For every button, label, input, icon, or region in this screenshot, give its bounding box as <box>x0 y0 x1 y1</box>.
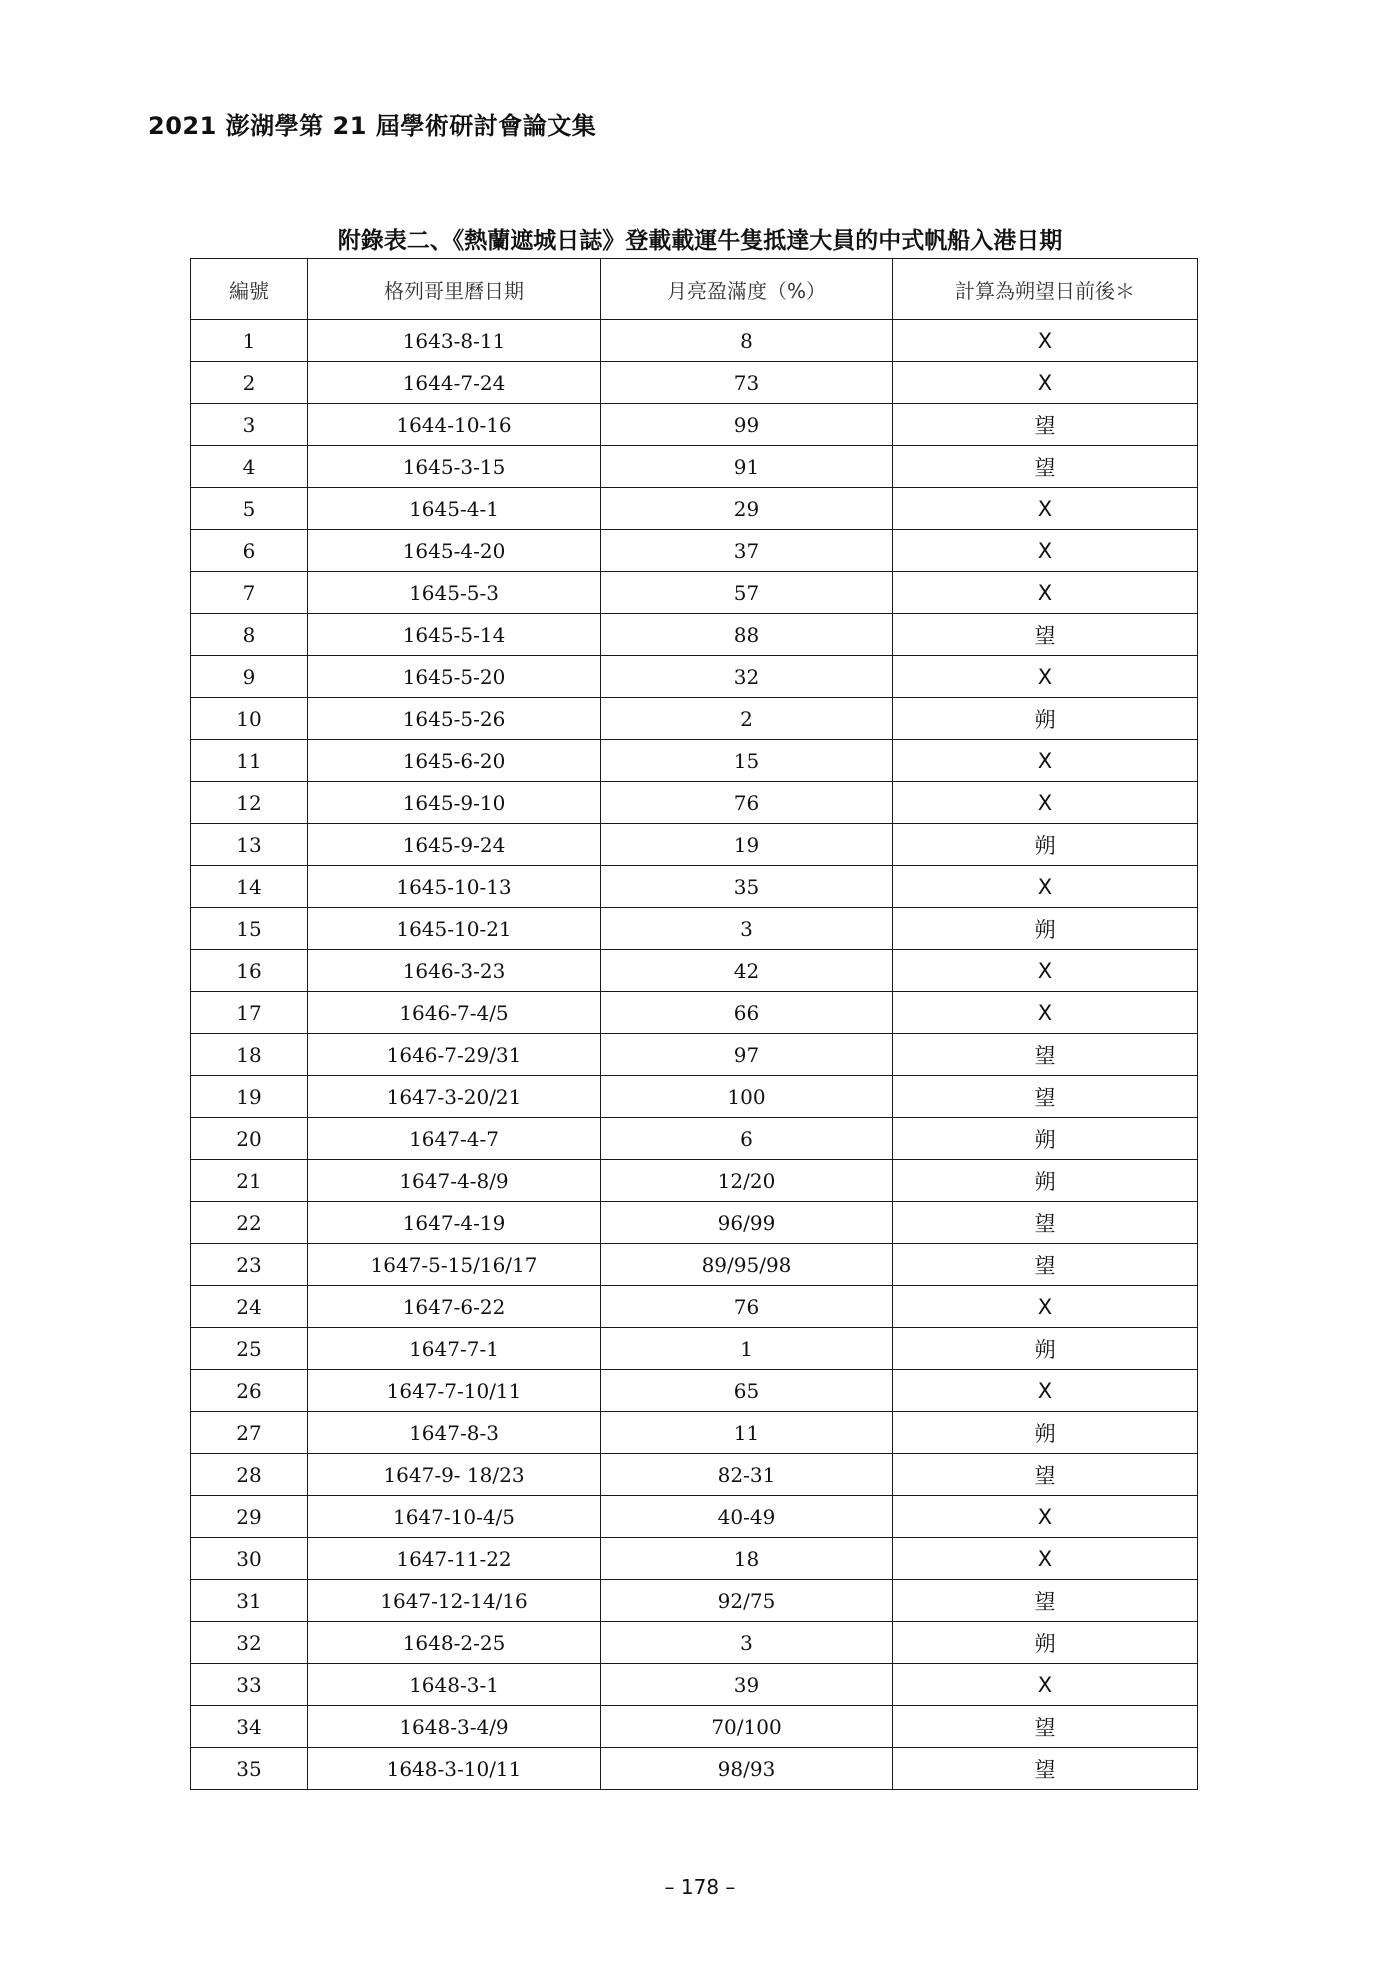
table-row <box>191 1076 1198 1118</box>
cell-syzygy: 朔 <box>893 824 1198 866</box>
cell-moon-fullness: 3 <box>601 908 893 950</box>
cell-number: 20 <box>191 1118 308 1160</box>
cell-number: 11 <box>191 740 308 782</box>
table-row <box>191 1538 1198 1580</box>
cell-number: 3 <box>191 404 308 446</box>
cell-syzygy: 朔 <box>893 1328 1198 1370</box>
cell-syzygy: 望 <box>893 1580 1198 1622</box>
cell-syzygy: X <box>893 782 1198 824</box>
cell-moon-fullness: 35 <box>601 866 893 908</box>
table-caption: 附錄表二、《熱蘭遮城日誌》登載載運牛隻抵達大員的中式帆船入港日期 <box>337 228 1063 254</box>
cell-number: 1 <box>191 320 308 362</box>
cell-number: 2 <box>191 362 308 404</box>
cell-number: 27 <box>191 1412 308 1454</box>
cell-number: 30 <box>191 1538 308 1580</box>
cell-moon-fullness: 11 <box>601 1412 893 1454</box>
cell-number: 29 <box>191 1496 308 1538</box>
cell-number: 4 <box>191 446 308 488</box>
cell-moon-fullness: 98/93 <box>601 1748 893 1790</box>
table-row <box>191 950 1198 992</box>
cell-syzygy: 望 <box>893 1748 1198 1790</box>
table-row <box>191 908 1198 950</box>
cell-moon-fullness: 40-49 <box>601 1496 893 1538</box>
cell-date: 1645-6-20 <box>308 740 601 782</box>
cell-date: 1645-5-20 <box>308 656 601 698</box>
cell-number: 32 <box>191 1622 308 1664</box>
cell-number: 19 <box>191 1076 308 1118</box>
table-row <box>191 572 1198 614</box>
cell-moon-fullness: 6 <box>601 1118 893 1160</box>
cell-syzygy: X <box>893 572 1198 614</box>
cell-number: 34 <box>191 1706 308 1748</box>
cell-number: 21 <box>191 1160 308 1202</box>
cell-date: 1645-3-15 <box>308 446 601 488</box>
cell-date: 1647-4-7 <box>308 1118 601 1160</box>
table-row <box>191 1370 1198 1412</box>
cell-moon-fullness: 82-31 <box>601 1454 893 1496</box>
cell-moon-fullness: 37 <box>601 530 893 572</box>
cell-syzygy: X <box>893 866 1198 908</box>
cell-moon-fullness: 65 <box>601 1370 893 1412</box>
cell-number: 33 <box>191 1664 308 1706</box>
cell-syzygy: X <box>893 950 1198 992</box>
cell-date: 1648-3-4/9 <box>308 1706 601 1748</box>
cell-number: 12 <box>191 782 308 824</box>
cell-moon-fullness: 70/100 <box>601 1706 893 1748</box>
cell-syzygy: X <box>893 1664 1198 1706</box>
table-row <box>191 782 1198 824</box>
cell-syzygy: X <box>893 1286 1198 1328</box>
cell-moon-fullness: 91 <box>601 446 893 488</box>
table-row <box>191 614 1198 656</box>
table-row <box>191 740 1198 782</box>
table-row <box>191 1706 1198 1748</box>
cell-moon-fullness: 76 <box>601 782 893 824</box>
cell-date: 1647-5-15/16/17 <box>308 1244 601 1286</box>
cell-number: 28 <box>191 1454 308 1496</box>
cell-date: 1647-12-14/16 <box>308 1580 601 1622</box>
table-row <box>191 446 1198 488</box>
cell-syzygy: X <box>893 1538 1198 1580</box>
cell-syzygy: 望 <box>893 446 1198 488</box>
cell-number: 5 <box>191 488 308 530</box>
cell-syzygy: 朔 <box>893 908 1198 950</box>
cell-moon-fullness: 76 <box>601 1286 893 1328</box>
table-row <box>191 1412 1198 1454</box>
cell-syzygy: 朔 <box>893 1412 1198 1454</box>
cell-date: 1645-9-24 <box>308 824 601 866</box>
cell-date: 1645-5-26 <box>308 698 601 740</box>
cell-date: 1645-10-13 <box>308 866 601 908</box>
cell-number: 26 <box>191 1370 308 1412</box>
table-row <box>191 698 1198 740</box>
cell-syzygy: 望 <box>893 614 1198 656</box>
cell-number: 25 <box>191 1328 308 1370</box>
cell-moon-fullness: 73 <box>601 362 893 404</box>
cell-moon-fullness: 92/75 <box>601 1580 893 1622</box>
table-row <box>191 824 1198 866</box>
table-row <box>191 1580 1198 1622</box>
cell-date: 1647-4-19 <box>308 1202 601 1244</box>
cell-syzygy: 望 <box>893 1034 1198 1076</box>
cell-date: 1645-9-10 <box>308 782 601 824</box>
table-row <box>191 1118 1198 1160</box>
table-row <box>191 1244 1198 1286</box>
cell-date: 1646-7-4/5 <box>308 992 601 1034</box>
page-number: – 178 – <box>664 1875 736 1899</box>
cell-syzygy: 望 <box>893 1706 1198 1748</box>
cell-date: 1644-7-24 <box>308 362 601 404</box>
cell-date: 1645-4-1 <box>308 488 601 530</box>
cell-date: 1647-4-8/9 <box>308 1160 601 1202</box>
cell-number: 13 <box>191 824 308 866</box>
cell-moon-fullness: 8 <box>601 320 893 362</box>
column-header-gregorian-date: 格列哥里曆日期 <box>308 259 601 320</box>
cell-date: 1647-7-1 <box>308 1328 601 1370</box>
table-row <box>191 1454 1198 1496</box>
cell-syzygy: X <box>893 656 1198 698</box>
cell-syzygy: 朔 <box>893 1622 1198 1664</box>
cell-number: 14 <box>191 866 308 908</box>
cell-moon-fullness: 29 <box>601 488 893 530</box>
cell-number: 31 <box>191 1580 308 1622</box>
cell-date: 1647-9- 18/23 <box>308 1454 601 1496</box>
cell-number: 24 <box>191 1286 308 1328</box>
table-row <box>191 1496 1198 1538</box>
cell-moon-fullness: 12/20 <box>601 1160 893 1202</box>
cell-number: 18 <box>191 1034 308 1076</box>
table-row <box>191 362 1198 404</box>
cell-date: 1648-3-1 <box>308 1664 601 1706</box>
table-row <box>191 320 1198 362</box>
cell-date: 1644-10-16 <box>308 404 601 446</box>
cell-syzygy: X <box>893 362 1198 404</box>
cell-number: 8 <box>191 614 308 656</box>
table-row <box>191 404 1198 446</box>
cell-date: 1646-3-23 <box>308 950 601 992</box>
table-row <box>191 1034 1198 1076</box>
cell-number: 35 <box>191 1748 308 1790</box>
table-row <box>191 992 1198 1034</box>
table-row <box>191 1328 1198 1370</box>
cell-moon-fullness: 19 <box>601 824 893 866</box>
table-row <box>191 1160 1198 1202</box>
cell-syzygy: X <box>893 1370 1198 1412</box>
cell-date: 1645-10-21 <box>308 908 601 950</box>
cell-date: 1647-3-20/21 <box>308 1076 601 1118</box>
cell-syzygy: 朔 <box>893 1118 1198 1160</box>
cell-date: 1647-10-4/5 <box>308 1496 601 1538</box>
cell-moon-fullness: 32 <box>601 656 893 698</box>
cell-syzygy: X <box>893 1496 1198 1538</box>
running-header: 2021 澎湖學第 21 屆學術研討會論文集 <box>148 112 597 140</box>
cell-syzygy: 朔 <box>893 698 1198 740</box>
cell-syzygy: X <box>893 992 1198 1034</box>
cell-syzygy: 望 <box>893 1076 1198 1118</box>
cell-number: 6 <box>191 530 308 572</box>
cell-syzygy: X <box>893 740 1198 782</box>
cell-syzygy: X <box>893 320 1198 362</box>
cell-number: 17 <box>191 992 308 1034</box>
cell-moon-fullness: 39 <box>601 1664 893 1706</box>
table-row <box>191 1664 1198 1706</box>
cell-date: 1645-5-3 <box>308 572 601 614</box>
cell-moon-fullness: 42 <box>601 950 893 992</box>
cell-date: 1645-4-20 <box>308 530 601 572</box>
cell-number: 7 <box>191 572 308 614</box>
cell-number: 22 <box>191 1202 308 1244</box>
cell-moon-fullness: 66 <box>601 992 893 1034</box>
cell-syzygy: X <box>893 530 1198 572</box>
table-body <box>191 320 1198 1790</box>
cell-syzygy: 望 <box>893 1244 1198 1286</box>
cell-date: 1647-6-22 <box>308 1286 601 1328</box>
cell-syzygy: 望 <box>893 404 1198 446</box>
table-row <box>191 530 1198 572</box>
cell-number: 23 <box>191 1244 308 1286</box>
cell-number: 16 <box>191 950 308 992</box>
cell-syzygy: 望 <box>893 1202 1198 1244</box>
cell-moon-fullness: 15 <box>601 740 893 782</box>
cell-moon-fullness: 18 <box>601 1538 893 1580</box>
table-row <box>191 866 1198 908</box>
cell-moon-fullness: 1 <box>601 1328 893 1370</box>
cell-date: 1647-8-3 <box>308 1412 601 1454</box>
cell-date: 1648-2-25 <box>308 1622 601 1664</box>
table-row <box>191 488 1198 530</box>
cell-date: 1643-8-11 <box>308 320 601 362</box>
header-row <box>191 259 1198 320</box>
table-row <box>191 1202 1198 1244</box>
column-header-number: 編號 <box>191 259 308 320</box>
cell-moon-fullness: 88 <box>601 614 893 656</box>
cell-moon-fullness: 3 <box>601 1622 893 1664</box>
cell-date: 1647-7-10/11 <box>308 1370 601 1412</box>
cell-syzygy: X <box>893 488 1198 530</box>
table-row <box>191 1622 1198 1664</box>
cell-date: 1645-5-14 <box>308 614 601 656</box>
cell-number: 9 <box>191 656 308 698</box>
cell-moon-fullness: 89/95/98 <box>601 1244 893 1286</box>
cell-moon-fullness: 100 <box>601 1076 893 1118</box>
column-header-moon-fullness: 月亮盈滿度（%） <box>601 259 893 320</box>
cell-number: 15 <box>191 908 308 950</box>
cell-date: 1647-11-22 <box>308 1538 601 1580</box>
cell-moon-fullness: 57 <box>601 572 893 614</box>
cell-moon-fullness: 2 <box>601 698 893 740</box>
table-row <box>191 656 1198 698</box>
cell-date: 1646-7-29/31 <box>308 1034 601 1076</box>
data-table <box>190 258 1198 1790</box>
column-header-syzygy: 計算為朔望日前後＊ <box>893 259 1198 320</box>
table-row <box>191 1748 1198 1790</box>
table-row <box>191 1286 1198 1328</box>
cell-syzygy: 朔 <box>893 1160 1198 1202</box>
cell-moon-fullness: 99 <box>601 404 893 446</box>
cell-date: 1648-3-10/11 <box>308 1748 601 1790</box>
cell-moon-fullness: 97 <box>601 1034 893 1076</box>
cell-number: 10 <box>191 698 308 740</box>
cell-syzygy: 望 <box>893 1454 1198 1496</box>
cell-moon-fullness: 96/99 <box>601 1202 893 1244</box>
